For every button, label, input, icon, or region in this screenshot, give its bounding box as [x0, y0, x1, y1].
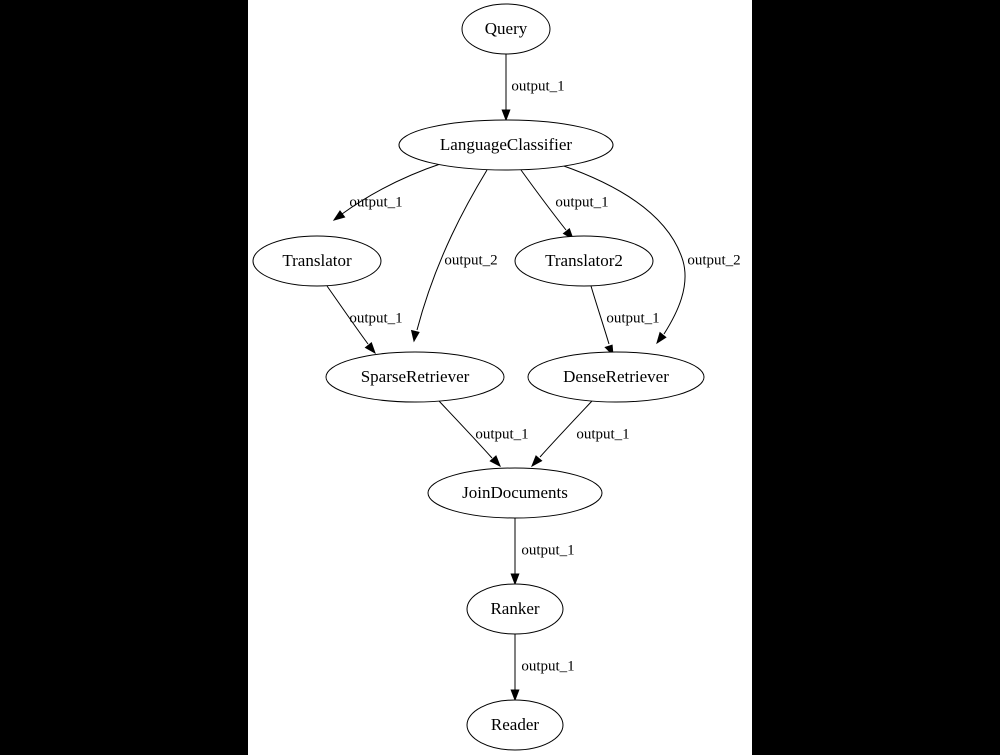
node-label: Reader: [490, 714, 540, 734]
edge-label: output_1: [475, 426, 529, 443]
node-label: LanguageClassifier: [439, 134, 573, 154]
node-query[interactable]: [462, 4, 550, 54]
edge-label: output_1: [511, 78, 565, 95]
node-ranker[interactable]: [467, 584, 563, 634]
edge-label: output_2: [687, 252, 741, 269]
node-languageclassifier[interactable]: [399, 120, 613, 170]
arrow-head-icon: [532, 456, 542, 466]
arrow-head-icon: [334, 211, 345, 220]
arrow-head-icon: [502, 110, 510, 120]
node-sparseretriever[interactable]: [326, 352, 504, 402]
node-translator[interactable]: [253, 236, 381, 286]
edge-query-languageclassifier: [502, 54, 510, 120]
edge-label: output_1: [606, 310, 660, 327]
edge-label: output_1: [521, 658, 575, 675]
node-label: Ranker: [490, 598, 540, 618]
edge-line: [417, 170, 487, 330]
node-label: Translator: [282, 250, 352, 270]
edge-label: output_1: [576, 426, 630, 443]
edge-label: output_1: [349, 310, 403, 327]
edge-label: output_2: [444, 252, 498, 269]
edge-ranker-reader: [511, 634, 519, 700]
node-translator2[interactable]: [515, 236, 653, 286]
node-label: SparseRetriever: [360, 366, 470, 386]
node-label: Translator2: [545, 250, 623, 270]
edge-label: output_1: [555, 194, 609, 211]
arrow-head-icon: [366, 343, 376, 353]
edge-languageclassifier-translator: [334, 163, 443, 220]
node-denseretriever[interactable]: [528, 352, 704, 402]
node-label: Query: [484, 18, 528, 38]
edge-label: output_1: [521, 542, 575, 559]
nodes-group: [253, 4, 704, 750]
arrow-head-icon: [511, 574, 519, 584]
node-reader[interactable]: [467, 700, 563, 750]
node-label: JoinDocuments: [462, 482, 568, 502]
arrow-head-icon: [511, 690, 519, 700]
node-joindocuments[interactable]: [428, 468, 602, 518]
edge-joindocuments-ranker: [511, 518, 519, 584]
arrow-head-icon: [412, 331, 419, 342]
node-label: DenseRetriever: [563, 366, 669, 386]
edge-label: output_1: [349, 194, 403, 211]
